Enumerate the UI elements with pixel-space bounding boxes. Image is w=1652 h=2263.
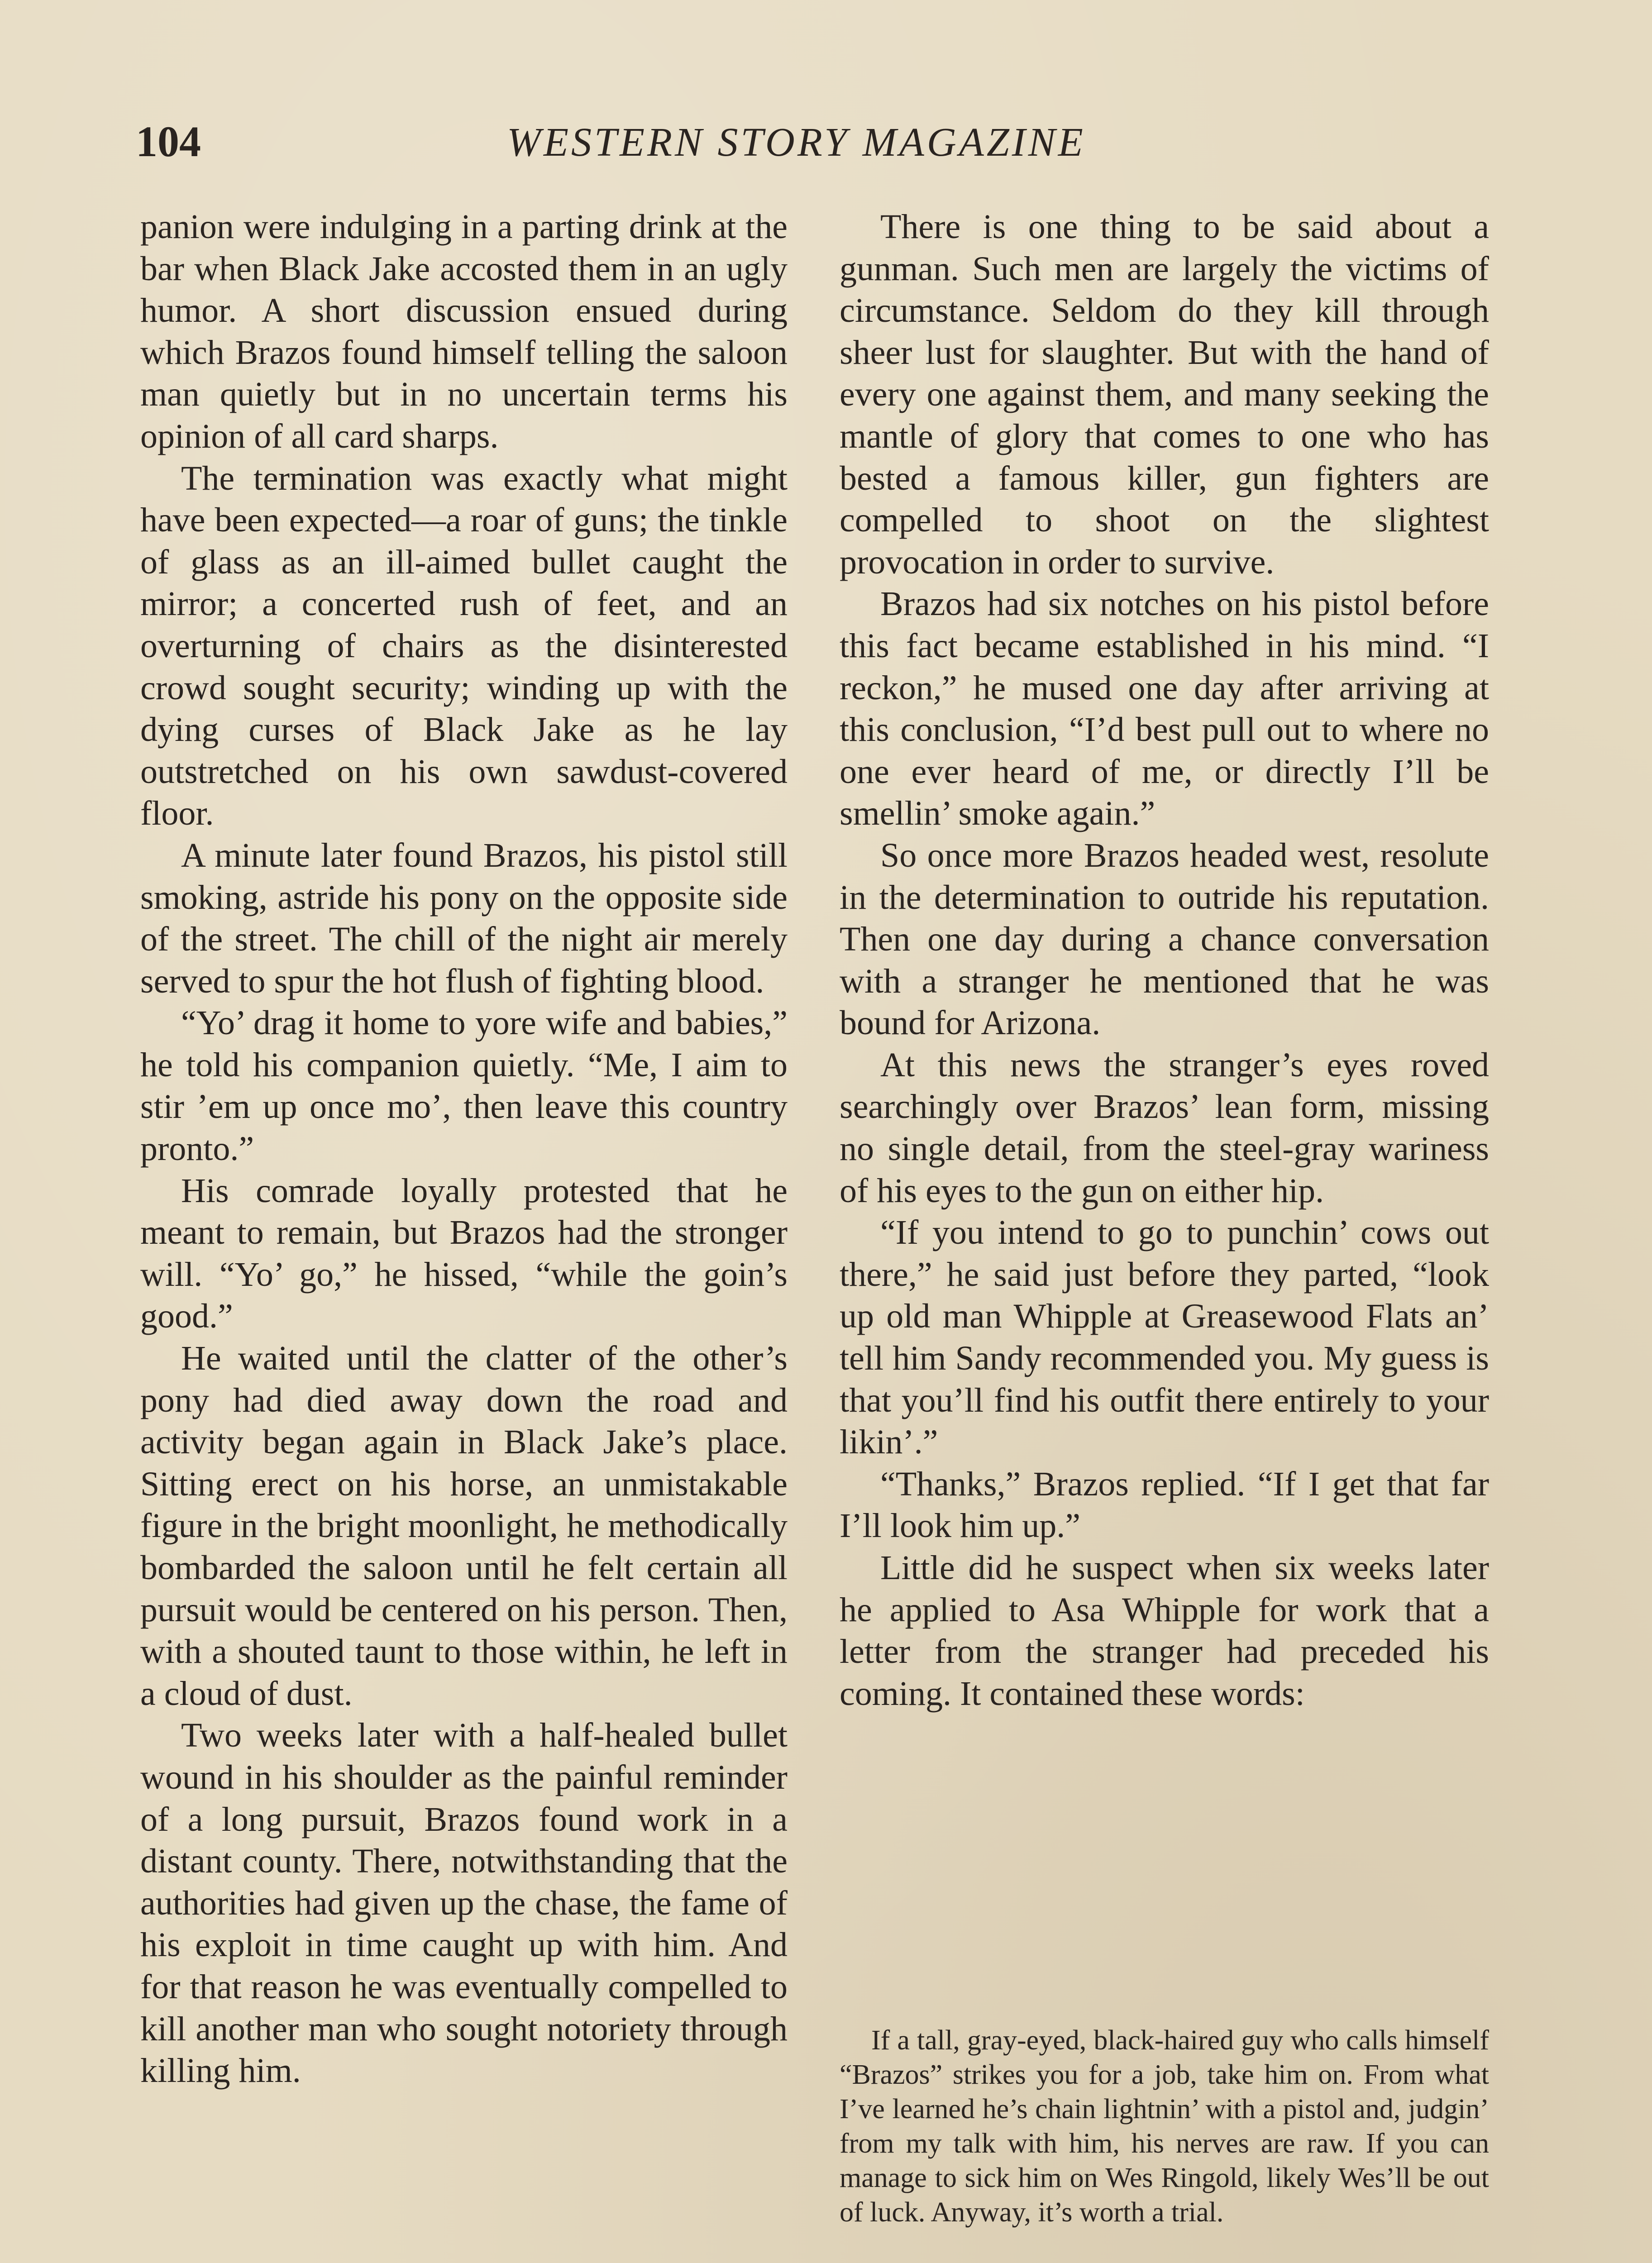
paragraph: He waited until the clatter of the other’s pony had died away down the road and activity began again in Black Jake’s place. Sitting erect on his horse, an unmistakable figure in the bright moonlight, he methodically bombarded the saloon until he felt certain all pursuit would be centered on his person. Then, with a shouted taunt to those within, he left in a cloud of dust.: [140, 1339, 788, 1713]
paragraph: “Thanks,” Brazos replied. “If I get that far I’ll look him up.”: [840, 1465, 1489, 1545]
paragraph: “Yo’ drag it home to yore wife and babies,” he told his companion quietly. “Me, I aim to stir ’em up once mo’, then leave this country pronto.”: [140, 1004, 788, 1168]
right-text-column: [840, 206, 1489, 1714]
paragraph: The termination was exactly what might have been expected—a roar of guns; the tinkle of glass as an ill-aimed bullet caught the mirror; a concerted rush of feet, and an overturning of chairs as the disinterested crowd sought security; winding up with the dying curses of Black Jake as he lay outstretched on his own sawdust-covered floor.: [140, 459, 788, 833]
paragraph: Two weeks later with a half-healed bullet wound in his shoulder as the painful reminder of a long pursuit, Brazos found work in a distant county. There, notwithstanding that the authorities had given up the chase, the fame of his exploit in time caught up with him. And for that reason he was eventually compelled to kill another man who sought notoriety through killing him.: [140, 1716, 788, 2090]
paragraph: panion were indulging in a parting drink at the bar when Black Jake accosted them in an ugly humor. A short discussion ensued during which Brazos found himself telling the saloon man quietly but in no uncertain terms his opinion of all card sharps.: [140, 208, 788, 455]
paragraph: “If you intend to go to punchin’ cows out there,” he said just before they parted, “look up old man Whipple at Greasewood Flats an’ tell him Sandy recommended you. My guess is that you’ll find his outfit there entirely to your likin’.”: [840, 1213, 1489, 1461]
running-header-title: WESTERN STORY MAGAZINE: [507, 120, 1086, 165]
paragraph: A minute later found Brazos, his pistol still smoking, astride his pony on the opposite side of the street. The chill of the night air merely served to spur the hot flush of fighting blood.: [140, 836, 788, 1000]
paragraph: There is one thing to be said about a gunman. Such men are largely the victims of circumstance. Seldom do they kill through sheer lust for slaughter. But with the hand of every one against them, and many seeking the mantle of glory that comes to one who has bested a famous killer, gun fighters are compelled to shoot on the slightest provocation in order to survive.: [840, 208, 1489, 581]
paragraph: At this news the stranger’s eyes roved searchingly over Brazos’ lean form, missing no single detail, from the steel-gray wariness of his eyes to the gun on either hip.: [840, 1046, 1489, 1210]
paragraph: Little did he suspect when six weeks later he applied to Asa Whipple for work that a letter from the stranger had preceded his coming. It contained these words:: [840, 1549, 1489, 1713]
left-text-column: [140, 206, 788, 2092]
paragraph: Brazos had six notches on his pistol before this fact became established in his mind. “I reckon,” he mused one day after arriving at this conclusion, “I’d best pull out to where no one ever heard of me, or directly I’ll be smellin’ smoke again.”: [840, 585, 1489, 833]
page-number: 104: [136, 117, 201, 166]
paragraph: His comrade loyally protested that he meant to remain, but Brazos had the stronger will. “Yo’ go,” he hissed, “while the goin’s good.”: [140, 1171, 788, 1336]
quoted-letter: If a tall, gray-eyed, black-haired guy who calls himself “Brazos” strikes you for a job, take him on. From what I’ve learned he’s chain lightnin’ with a pistol and, judgin’ from my talk with him, his nerves are raw. If you can manage to sick him on Wes Ringold, likely Wes’ll be out of luck. Anyway, it’s worth a trial.: [840, 2025, 1489, 2228]
paragraph: So once more Brazos headed west, resolute in the determination to outride his reputation. Then one day during a chance conversation with a stranger he mentioned that he was bound for Arizona.: [840, 836, 1489, 1042]
